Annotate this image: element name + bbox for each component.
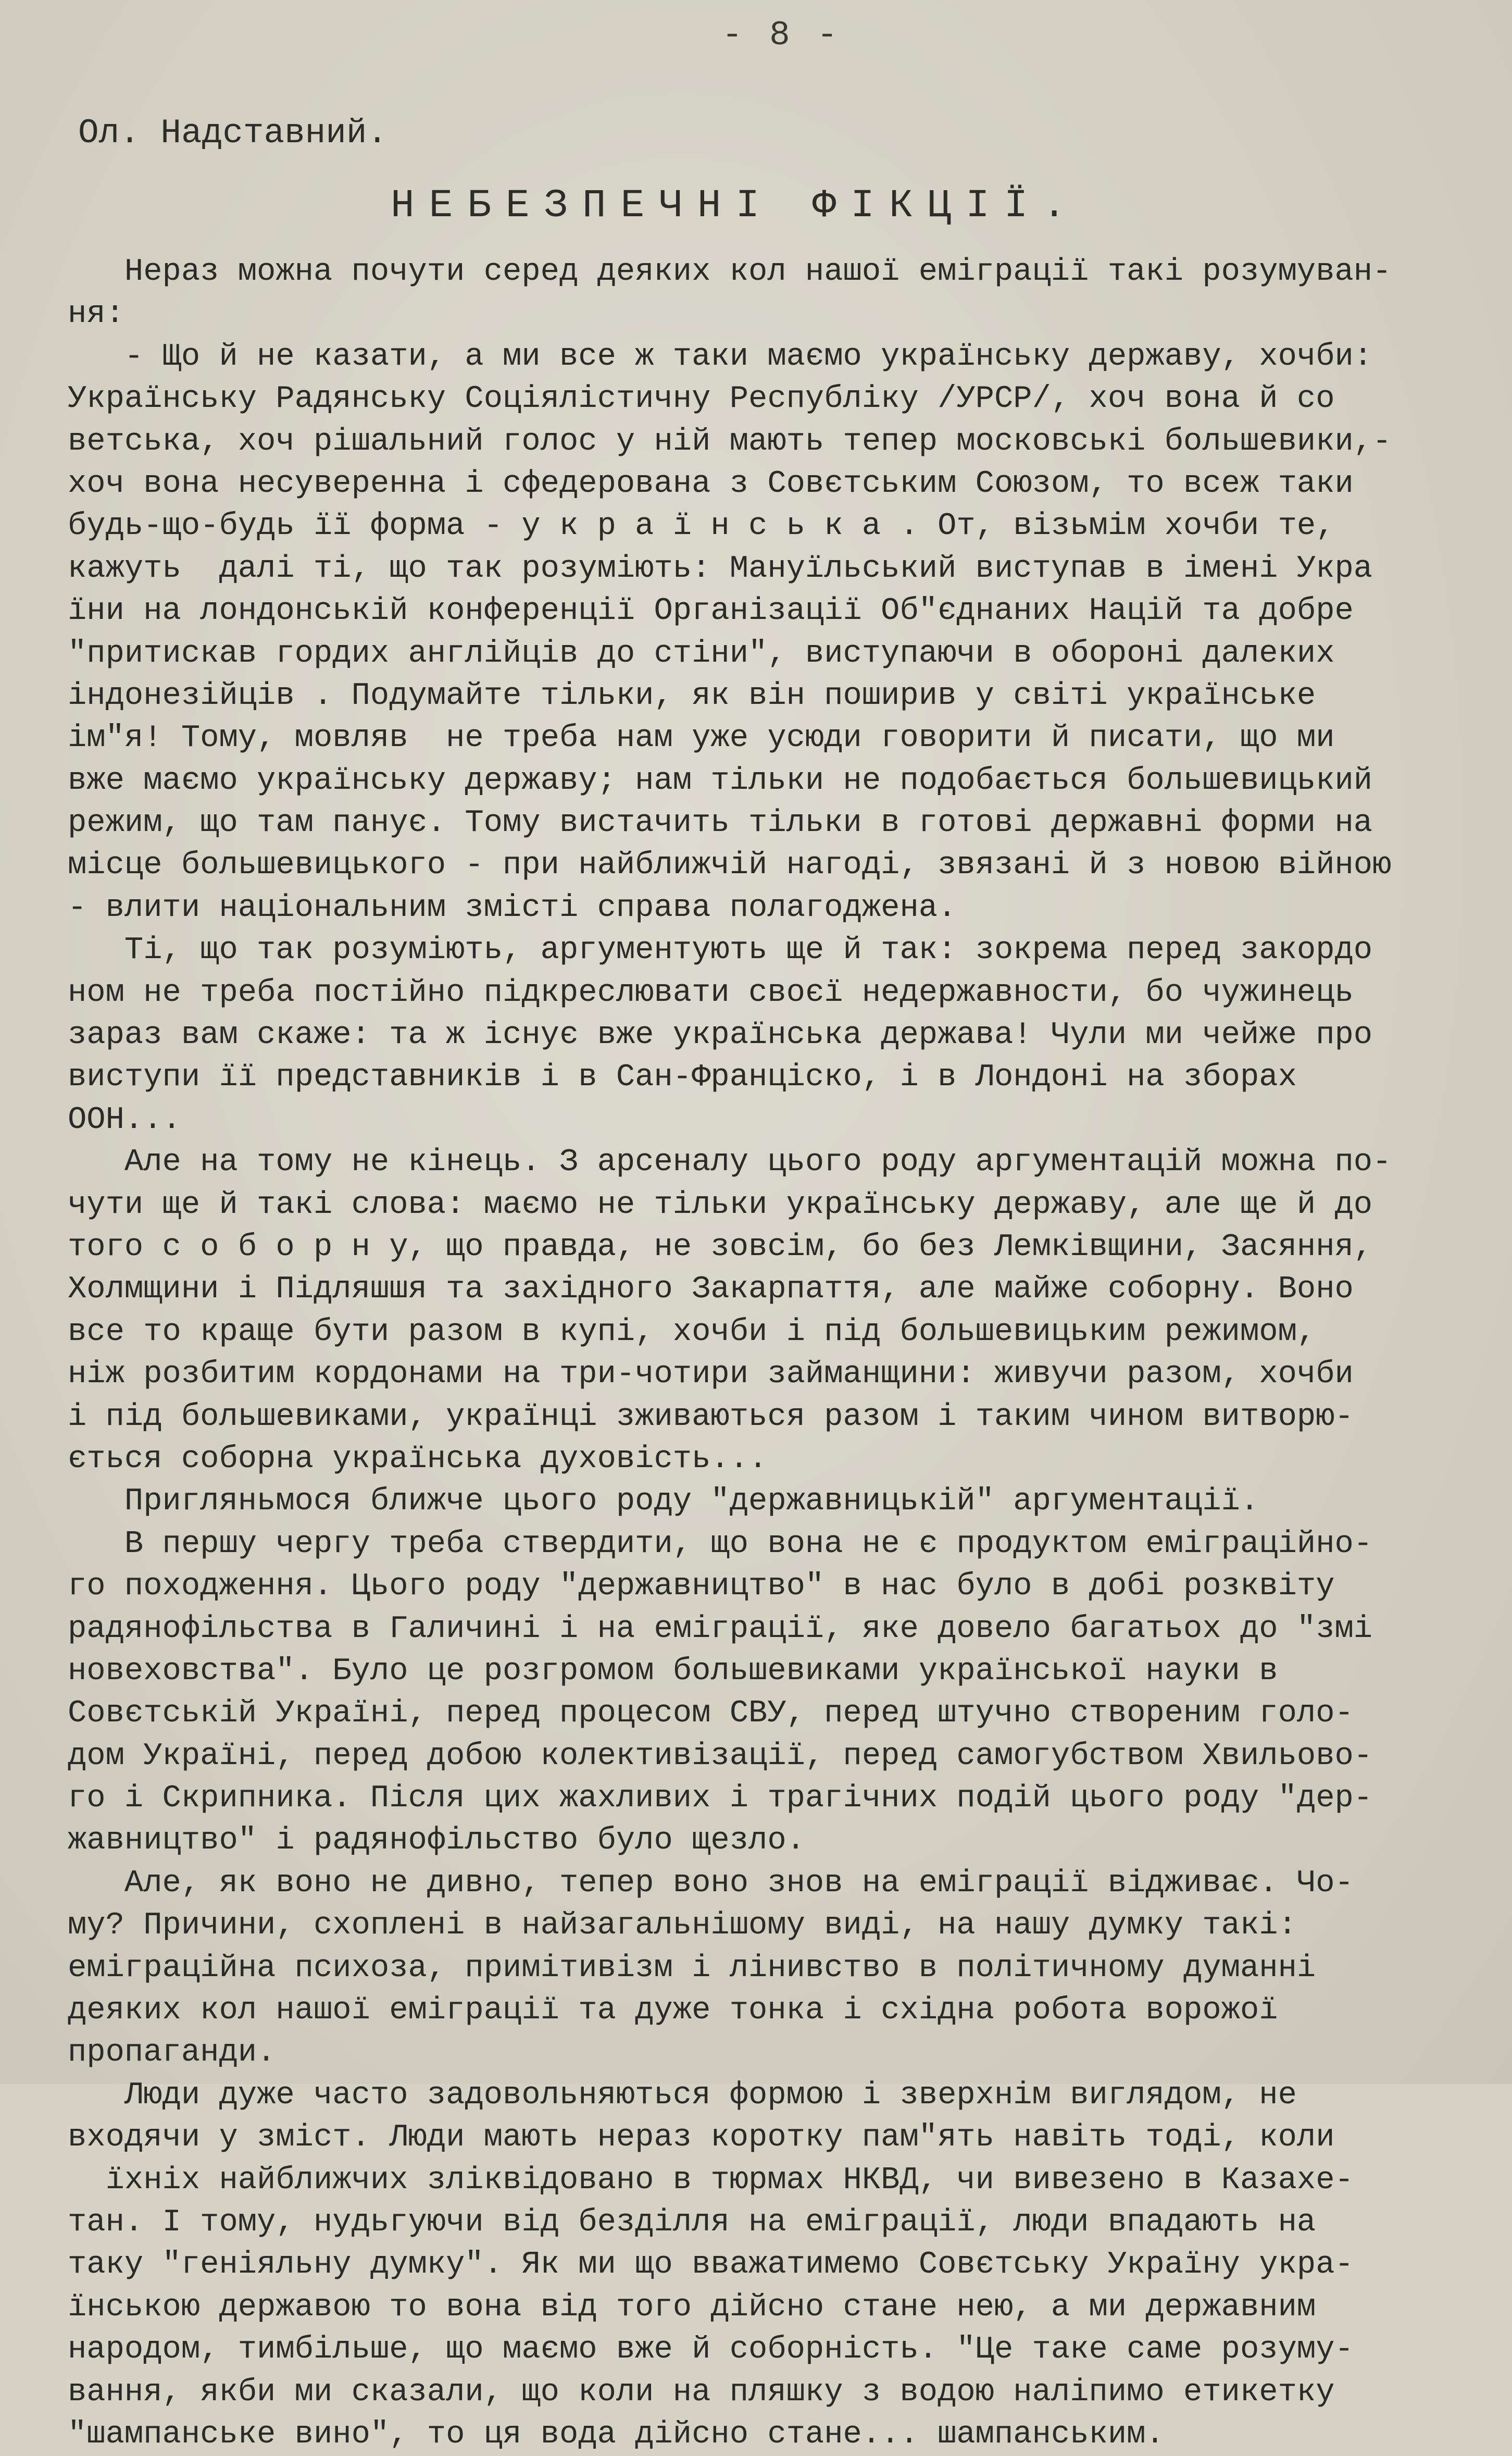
- text-line: Холмщини і Підляшшя та західного Закарпаття, але майже соборну. Воно: [68, 1272, 1354, 1308]
- text-line: Нераз можна почути серед деяких кол нашої еміграції такі розумуван-: [68, 254, 1392, 290]
- article-title: НЕБЕЗПЕЧНІ ФІКЦІЇ.: [391, 183, 1081, 228]
- text-line: - влити національним змісті справа полагоджена.: [68, 890, 957, 926]
- text-line: му? Причини, схоплені в найзагальнішому виді, на нашу думку такі:: [68, 1908, 1297, 1944]
- text-line: індонезійців . Подумайте тільки, як він поширив у світі українське: [68, 678, 1316, 714]
- text-line: ООН...: [68, 1102, 181, 1138]
- text-line: ня:: [68, 296, 124, 332]
- author-name: Ол. Надставний.: [78, 114, 388, 153]
- text-line: ється соборна українська духовість...: [68, 1441, 768, 1477]
- text-line: і під большевиками, українці зживаються разом і таким чином витворю-: [68, 1399, 1354, 1435]
- text-line: "притискав гордих англійців до стіни", виступаючи в обороні далеких: [68, 636, 1335, 672]
- text-line: ім"я! Тому, мовляв не треба нам уже усюди говорити й писати, що ми: [68, 721, 1335, 756]
- text-line: радянофільства в Галичині і на еміграції, яке довело багатьох до "змі: [68, 1611, 1373, 1647]
- text-line: місце большевицького - при найближчій нагоді, звязані й з новою війною: [68, 848, 1392, 884]
- text-line: пропаганди.: [68, 2035, 276, 2071]
- text-line: ном не треба постійно підкреслювати своєї недержавности, бо чужинець: [68, 975, 1354, 1011]
- text-line: новеховства". Було це розгромом большевиками української науки в: [68, 1653, 1278, 1689]
- text-line: Але, як воно не дивно, тепер воно знов на еміграції відживає. Чо-: [68, 1865, 1354, 1901]
- page-number: - 8 -: [721, 16, 841, 55]
- text-line: того с о б о р н у, що правда, не зовсім, бо без Лемківщини, Засяння,: [68, 1229, 1373, 1265]
- text-line: Совєтській Україні, перед процесом СВУ, перед штучно створеним голо-: [68, 1696, 1354, 1732]
- text-line: еміграційна психоза, примітивізм і лінивство в політичному думанні: [68, 1950, 1316, 1986]
- text-line: дом Україні, перед добою колективізації, перед самогубством Хвильово-: [68, 1738, 1373, 1774]
- text-line: народом, тимбільше, що маємо вже й соборність. "Це таке саме розуму-: [68, 2332, 1354, 2368]
- text-line: В першу чергу треба ствердити, що вона не є продуктом еміграційно-: [68, 1526, 1373, 1562]
- text-line: жавництво" і радянофільство було щезло.: [68, 1823, 805, 1859]
- text-line: виступи її представників і в Сан-Франціско, і в Лондоні на зборах: [68, 1060, 1297, 1096]
- text-line: го походження. Цього роду "державництво" в нас було в добі розквіту: [68, 1569, 1335, 1605]
- text-line: Пригляньмося ближче цього роду "державницькій" аргументації.: [68, 1484, 1259, 1520]
- text-line: таку "геніяльну думку". Як ми що вважатимемо Совєтську Україну укра-: [68, 2247, 1354, 2283]
- text-line: Але на тому не кінець. З арсеналу цього роду аргументацій можна по-: [68, 1145, 1392, 1181]
- text-line: ніж розбитим кордонами на три-чотири займанщини: живучи разом, хочби: [68, 1357, 1354, 1393]
- text-line: Ті, що так розуміють, аргументують ще й так: зокрема перед закордо: [68, 933, 1373, 969]
- text-line: чути ще й такі слова: маємо не тільки українську державу, але ще й до: [68, 1187, 1373, 1223]
- text-line: будь-що-будь її форма - у к р а ї н с ь к а . От, візьмім хочби те,: [68, 508, 1335, 544]
- text-line: зараз вам скаже: та ж існує вже українська держава! Чули ми чейже про: [68, 1018, 1373, 1053]
- text-line: кажуть далі ті, що так розуміють: Мануїльський виступав в імені Укра: [68, 551, 1373, 587]
- text-line: вже маємо українську державу; нам тільки не подобається большевицький: [68, 763, 1373, 799]
- text-line: все то краще бути разом в купі, хочби і під большевицьким режимом,: [68, 1314, 1316, 1350]
- text-line: режим, що там панує. Тому вистачить тільки в готові державні форми на: [68, 805, 1373, 841]
- text-line: входячи у зміст. Люди мають нераз коротку пам"ять навіть тоді, коли: [68, 2120, 1335, 2156]
- article-body: [68, 251, 1464, 2456]
- text-line: Люди дуже часто задовольняються формою і зверхнім виглядом, не: [68, 2077, 1297, 2113]
- text-line: тан. І тому, нудьгуючи від безділля на еміграції, люди впадають на: [68, 2204, 1316, 2240]
- text-line: "шампанське вино", то ця вода дійсно стане... шампанським.: [68, 2416, 1165, 2452]
- text-line: їхніх найближчих зліквідовано в тюрмах НКВД, чи вивезено в Казахе-: [68, 2162, 1354, 2198]
- text-line: їни на лондонській конференції Організації Об"єднаних Націй та добре: [68, 593, 1354, 629]
- text-line: хоч вона несуверенна і сфедерована з Совєтським Союзом, то всеж таки: [68, 466, 1354, 502]
- text-line: - Що й не казати, а ми все ж таки маємо українську державу, хочби:: [68, 339, 1373, 375]
- text-line: їнською державою то вона від того дійсно стане нею, а ми державним: [68, 2289, 1316, 2325]
- text-line: ветська, хоч рішальний голос у ній мають тепер московські большевики,-: [68, 424, 1392, 460]
- text-line: вання, якби ми сказали, що коли на пляшку з водою наліпимо етикетку: [68, 2374, 1335, 2410]
- text-line: го і Скрипника. Після цих жахливих і трагічних подій цього роду "дер-: [68, 1781, 1373, 1817]
- text-line: деяких кол нашої еміграції та дуже тонка і східна робота ворожої: [68, 1993, 1278, 2029]
- text-line: Українську Радянську Соціялістичну Республіку /УРСР/, хоч вона й со: [68, 381, 1335, 417]
